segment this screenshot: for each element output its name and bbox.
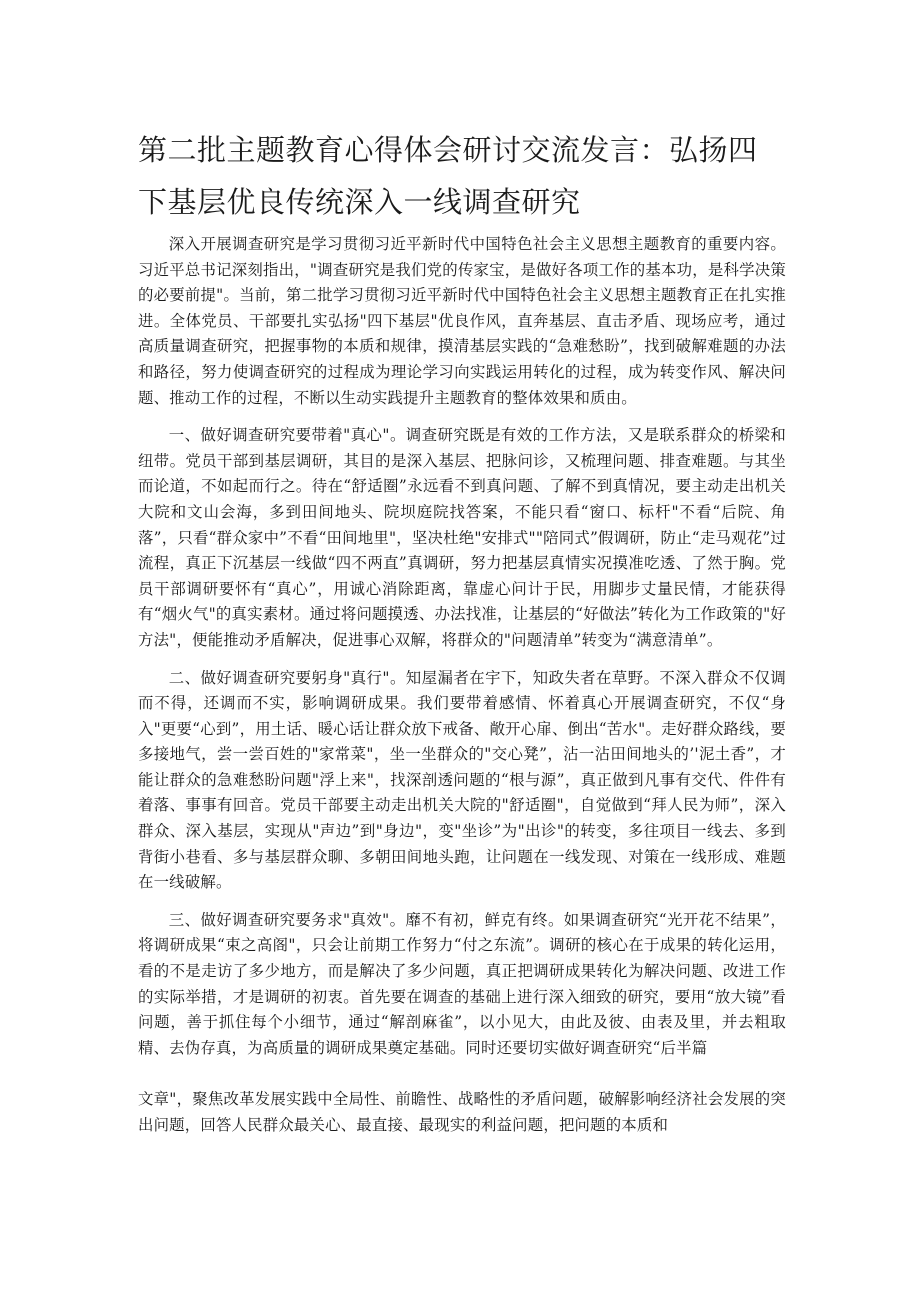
section-three-paragraph: 三、做好调查研究要务求"真效"。靡不有初，鲜克有终。如果调查研究“光开花不结果”，将调研成果“束之高阁"，只会让前期工作努力“付之东流”。调研的核心在于成果的转化运用，看的不是走访了多少地方，而是解决了多少问题，真正把调研成果转化为解决问题、改进工作的实际举措，才是调研的初衷。首先要在调查的基础上进行深入细致的研究，要用“放大镜”看问题，善于抓住每个小细节，通过“解剖麻雀”，以小见大，由此及彼、由表及里，并去粗取精、去伪存真，为高质量的调研成果奠定基础。同时还要切实做好调查研究“后半篇 <box>138 910 786 1057</box>
document-body <box>138 232 786 1151</box>
intro-paragraph: 深入开展调查研究是学习贯彻习近平新时代中国特色社会主义思想主题教育的重要内容。习近平总书记深刻指出，"调查研究是我们党的传家宝，是做好各项工作的基本功，是科学决策的必要前提"。当前，第二批学习贯彻习近平新时代中国特色社会主义思想主题教育正在扎实推进。全体党员、干部要扎实弘扬"四下基层"优良作风，直奔基层、直击矛盾、现场应考，通过高质量调查研究，把握事物的本质和规律，摸清基层实践的“急难愁盼”，找到破解难题的办法和路径，努力使调查研究的过程成为理论学习向实践运用转化的过程，成为转变作风、解决问题、推动工作的过程，不断以生动实践提升主题教育的整体效果和质由。 <box>138 235 786 407</box>
continuation-paragraph: 文章"，聚焦改革发展实践中全局性、前瞻性、战略性的矛盾问题，破解影响经济社会发展的突出问题，回答人民群众最关心、最直接、最现实的利益问题，把问题的本质和 <box>138 1090 786 1134</box>
page-break-gap <box>138 1073 786 1087</box>
section-one-paragraph: 一、做好调查研究要带着"真心"。调查研究既是有效的工作方法，又是联系群众的桥梁和纽带。党员干部到基层调研，其目的是深入基层、把脉问诊，又梳理问题、排查难题。与其坐而论道，不如起而行之。待在“舒适圈”永远看不到真问题、了解不到真情况，要主动走出机关大院和文山会海，多到田间地头、院坝庭院找答案，不能只看“窗口、标杆"不看“后院、角落”，只看“群众家中”不看“田间地里"，坚决杜绝"安排式""陪同式”假调研，防止“走马观花”过流程，真正下沉基层一线做“四不两直”真调研，努力把基层真情实况摸准吃透、了然于胸。党员干部调研要怀有“真心”，用诚心消除距离，靠虚心问计于民，用脚步丈量民情，才能获得有“烟火气"的真实素材。通过将问题摸透、办法找准，让基层的“好做法”转化为工作政策的"好方法"，便能推动矛盾解决，促进事心双解，将群众的"问题清单”转变为“满意清单”。 <box>138 426 786 649</box>
section-two-paragraph: 二、做好调查研究要躬身"真行"。知屋漏者在宇下，知政失者在草野。不深入群众不仅调而不得，还调而不实，影响调研成果。我们要带着感情、怀着真心开展调查研究，不仅“身入"更要“心到”，用土话、暖心话让群众放下戒备、敞开心扉、倒出“苦水"。走好群众路线，要多接地气，尝一尝百姓的"家常菜"，坐一坐群众的"交心凳”，沾一沾田间地头的’'泥土香”，才能让群众的急难愁盼问题"浮上来"，找深剖透问题的“根与源”，真正做到凡事有交代、件件有着落、事事有回音。党员干部要主动走出机关大院的"舒适圈"，自觉做到“拜人民为师”，深入群众、深入基层，实现从"声边”到"身边"，变"坐诊”为"出诊"的转变，多往项目一线去、多到背街小巷看、多与基层群众聊、多朝田间地头跑，让问题在一线发现、对策在一线形成、难题在一线破解。 <box>138 668 786 892</box>
document-title: 第二批主题教育心得体会研讨交流发言：弘扬四下基层优良传统深入一线调查研究 <box>138 133 758 219</box>
